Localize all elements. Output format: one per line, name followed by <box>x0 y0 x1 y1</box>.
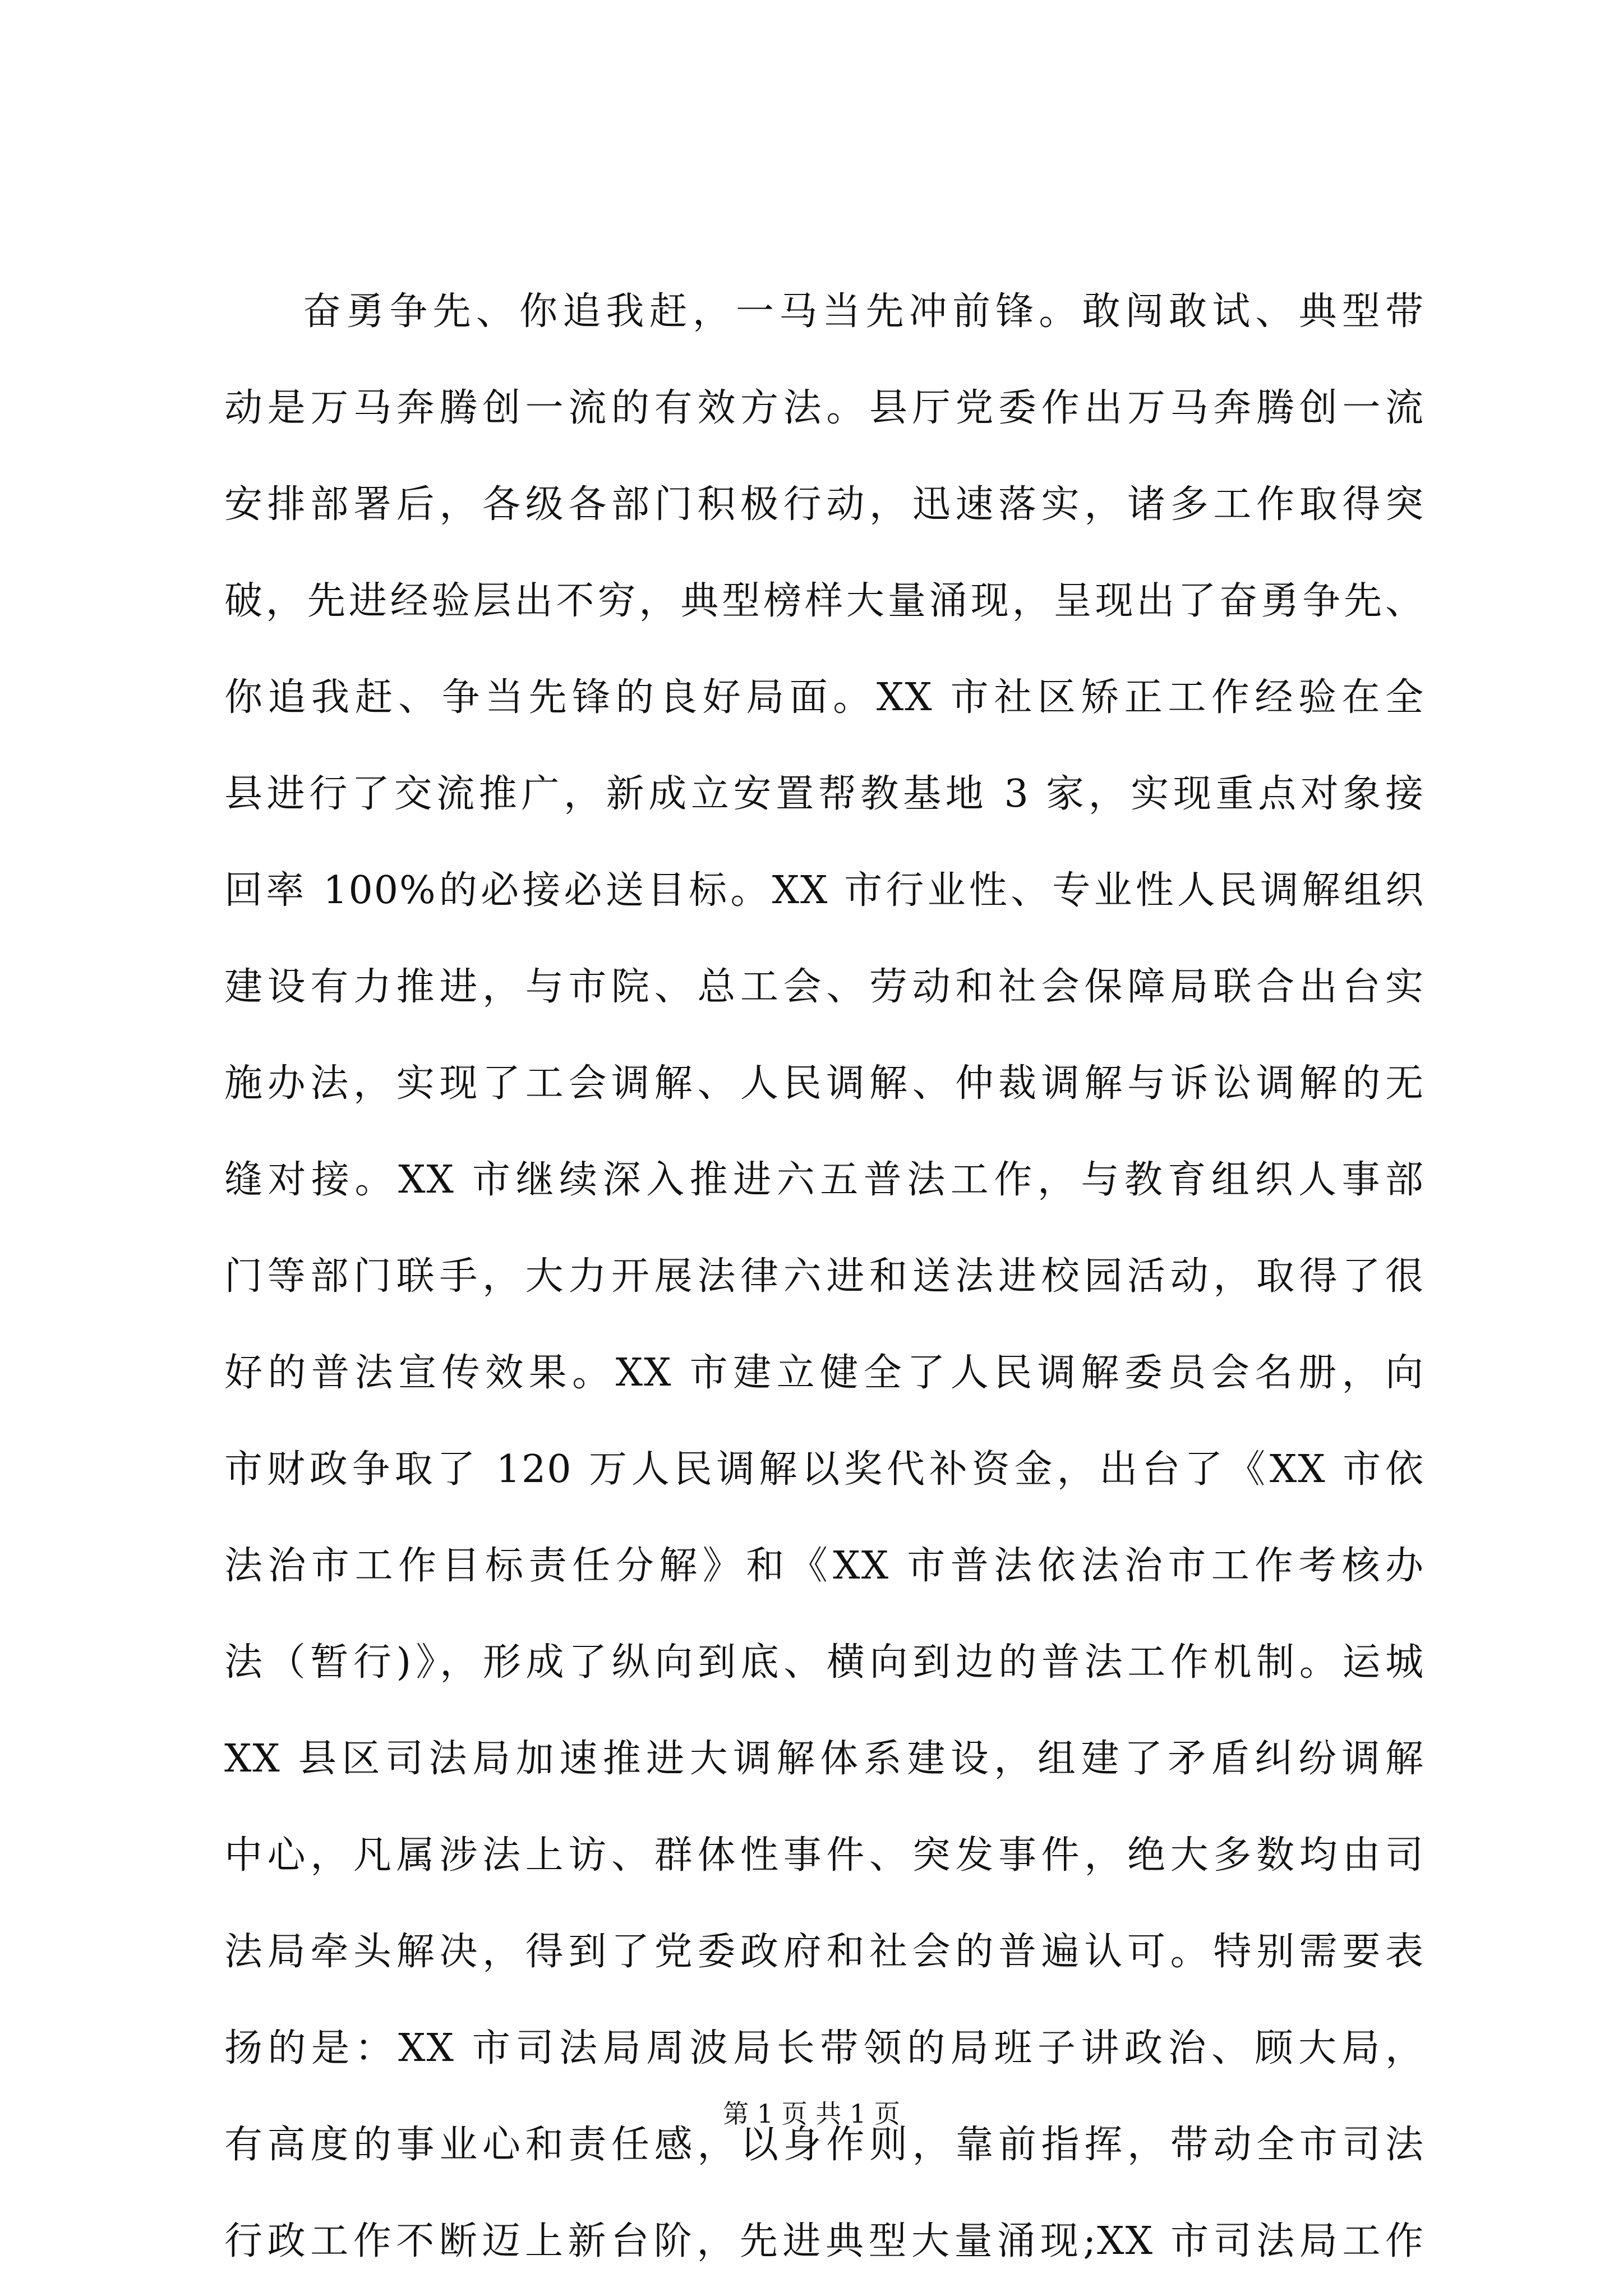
paragraph-line-12: 好的普法宣传效果。XX 市建立健全了人民调解委员会名册，向 <box>224 1351 1424 1395</box>
body-paragraph <box>224 264 1424 2290</box>
paragraph-line-9: 施办法，实现了工会调解、人民调解、仲裁调解与诉讼调解的无 <box>224 1061 1424 1106</box>
paragraph-line-6: 县进行了交流推广，新成立安置帮教基地 3 家，实现重点对象接 <box>224 772 1424 816</box>
paragraph-line-13: 市财政争取了 120 万人民调解以奖代补资金，出台了《XX 市依 <box>224 1447 1424 1492</box>
paragraph-line-7: 回率 100%的必接必送目标。XX 市行业性、专业性人民调解组织 <box>224 868 1424 913</box>
paragraph-line-4: 破，先进经验层出不穷，典型榜样大量涌现，呈现出了奋勇争先、 <box>224 579 1424 623</box>
paragraph-line-21: 行政工作不断迈上新台阶，先进典型大量涌现;XX 市司法局工作 <box>224 2219 1424 2263</box>
paragraph-line-1: 奋勇争先、你追我赶，一马当先冲前锋。敢闯敢试、典型带 <box>303 289 1424 334</box>
paragraph-line-19: 扬的是：XX 市司法局周波局长带领的局班子讲政治、顾大局， <box>224 2026 1424 2070</box>
page-number-footer: 第 1 页 共 1 页 <box>723 2099 900 2129</box>
paragraph-line-14: 法治市工作目标责任分解》和《XX 市普法依法治市工作考核办 <box>224 1544 1424 1588</box>
paragraph-line-5: 你追我赶、争当先锋的良好局面。XX 市社区矫正工作经验在全 <box>224 675 1424 720</box>
paragraph-line-8: 建设有力推进，与市院、总工会、劳动和社会保障局联合出台实 <box>224 965 1424 1009</box>
paragraph-line-2: 动是万马奔腾创一流的有效方法。县厅党委作出万马奔腾创一流 <box>224 386 1424 430</box>
paragraph-line-20: 有高度的事业心和责任感，以身作则，靠前指挥，带动全市司法 <box>224 2123 1424 2167</box>
paragraph-line-18: 法局牵头解决，得到了党委政府和社会的普遍认可。特别需要表 <box>224 1930 1424 1974</box>
paragraph-line-11: 门等部门联手，大力开展法律六进和送法进校园活动，取得了很 <box>224 1254 1424 1299</box>
paragraph-line-10: 缝对接。XX 市继续深入推进六五普法工作，与教育组织人事部 <box>224 1158 1424 1202</box>
paragraph-line-3: 安排部署后，各级各部门积极行动，迅速落实，诸多工作取得突 <box>224 482 1424 527</box>
paragraph-line-17: 中心，凡属涉法上访、群体性事件、突发事件，绝大多数均由司 <box>224 1833 1424 1878</box>
paragraph-line-16: XX 县区司法局加速推进大调解体系建设，组建了矛盾纠纷调解 <box>224 1737 1424 1781</box>
paragraph-line-15: 法（暂行)》，形成了纵向到底、横向到边的普法工作机制。运城 <box>224 1640 1424 1685</box>
